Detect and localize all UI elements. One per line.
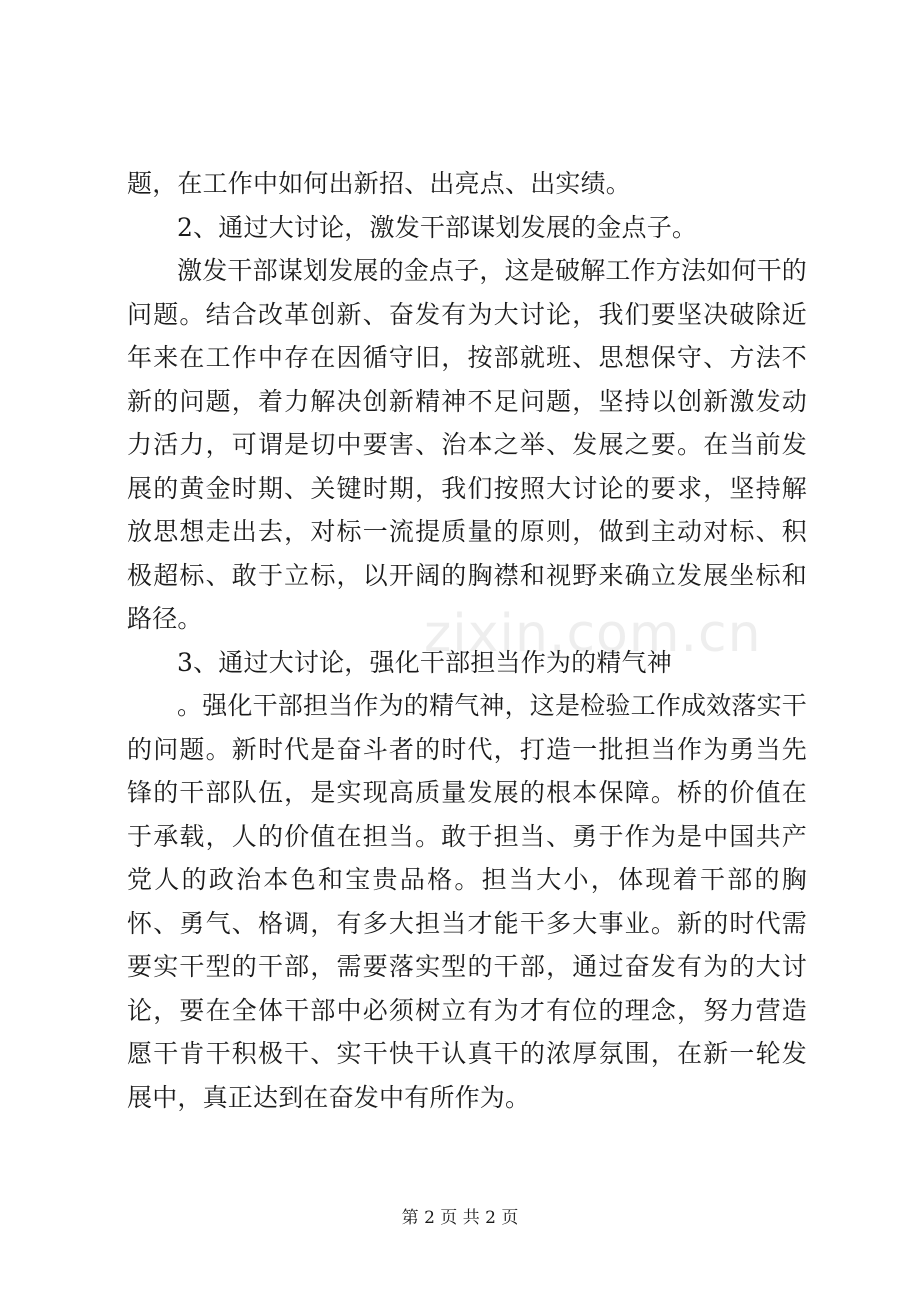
paragraph-1: 题，在工作中如何出新招、出亮点、出实绩。 — [127, 169, 632, 198]
page-number-footer: 第 2 页 共 2 页 — [401, 1208, 519, 1228]
paragraph-3: 激发干部谋划发展的金点子，这是破解工作方法如何干的问题。结合改革创新、奋发有为大讨论，我们要坚决破除近年来在工作中存在因循守旧，按部就班、思想保守、方法不新的问题，着力解决创新精神不足问题，坚持以创新激发动力活力，可谓是切中要害、治本之举、发展之要。在当前发展的黄金时期、关键时期，我们按照大讨论的要求，坚持解放思想走出去，对标一流提质量的原则，做到主动对标、积极超标、敢于立标，以开阔的胸襟和视野来确立发展坐标和路径。 — [127, 256, 808, 633]
paragraph-2-heading: 2、通过大讨论，激发干部谋划发展的金点子。 — [177, 212, 698, 242]
paragraph-5: 。强化干部担当作为的精气神，这是检验工作成效落实干的问题。新时代是奋斗者的时代，打造一批担当作为勇当先锋的干部队伍，是实现高质量发展的根本保障。桥的价值在于承载，人的价值在担当。敢于担当、勇于作为是中国共产党人的政治本色和宝贵品格。担当大小，体现着干部的胸怀、勇气、格调，有多大担当才能干多大事业。新的时代需要实干型的干部，需要落实型的干部，通过奋发有为的大讨论，要在全体干部中必须树立有为才有位的理念，努力营造愿干肯干积极干、实干快干认真干的浓厚氛围，在新一轮发展中，真正达到在奋发中有所作为。 — [127, 691, 808, 1112]
watermark: zixin.com.cn — [424, 604, 762, 664]
paragraph-4-heading: 3、通过大讨论，强化干部担当作为的精气神 — [177, 647, 672, 677]
